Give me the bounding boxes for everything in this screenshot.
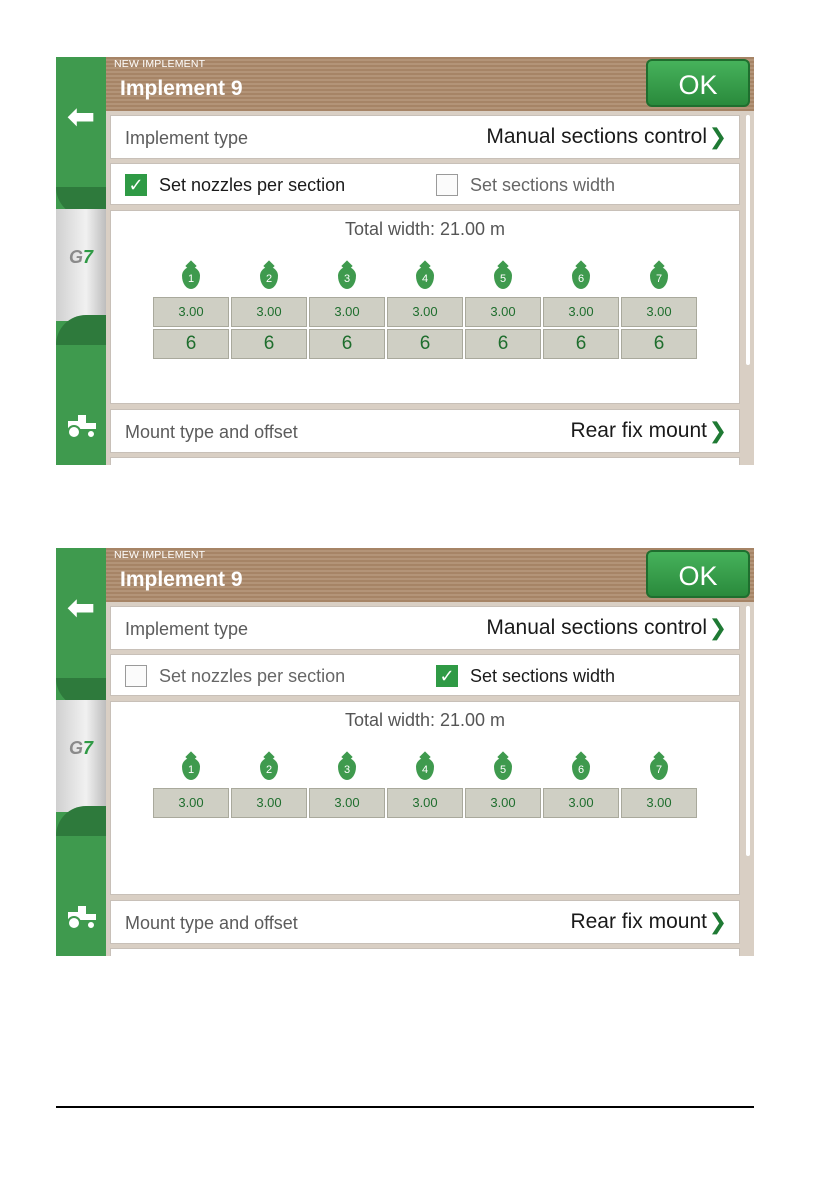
screenshot-1 (56, 57, 754, 465)
section-nozzles-field[interactable]: 6 (543, 329, 619, 359)
section-number: 1 (187, 273, 195, 285)
left-rail (56, 57, 106, 465)
width-checkbox[interactable]: ✓ (436, 665, 458, 687)
implement-type-row[interactable] (110, 115, 740, 159)
nozzle-drop-icon (338, 267, 356, 289)
nozzles-checkbox[interactable]: ✓ (125, 174, 147, 196)
screenshot-2 (56, 548, 754, 956)
section-number: 2 (265, 764, 273, 776)
nozzle-drop-icon (494, 267, 512, 289)
section-width-field[interactable]: 3.00 (153, 297, 229, 327)
implement-type-label: Implement type (125, 619, 249, 639)
nozzle-drop-icon (260, 267, 278, 289)
mount-type-label: Mount type and offset (125, 422, 298, 442)
nozzle-drop-icon (494, 758, 512, 780)
mount-type-row[interactable] (110, 409, 740, 453)
section-nozzles-field[interactable]: 6 (465, 329, 541, 359)
section-width-field[interactable]: 3.00 (543, 788, 619, 818)
section-number: 3 (343, 273, 351, 285)
mount-type-value: Rear fix mount (570, 419, 707, 442)
chevron-right-icon: ❯ (708, 418, 727, 443)
section-width-field[interactable]: 3.00 (387, 297, 463, 327)
nozzle-drop-icon (572, 267, 590, 289)
sections-panel (110, 701, 740, 895)
header-subtitle: NEW IMPLEMENT (114, 58, 206, 70)
section-number: 4 (421, 764, 429, 776)
nozzle-drop-icon (338, 758, 356, 780)
implement-type-value: Manual sections control (486, 616, 707, 639)
nozzle-drop-icon (650, 267, 668, 289)
back-arrow-icon[interactable]: ⬅ (66, 98, 96, 136)
left-rail (56, 548, 106, 956)
section-width-field[interactable]: 3.00 (621, 297, 697, 327)
section-number: 7 (655, 764, 663, 776)
section-nozzles-field[interactable]: 6 (387, 329, 463, 359)
section-width-field[interactable]: 3.00 (309, 297, 385, 327)
section-options-row (110, 654, 740, 696)
ok-button[interactable]: OK (646, 59, 750, 107)
width-checkbox[interactable] (436, 174, 458, 196)
nozzle-drop-icon (416, 267, 434, 289)
page-title: Implement 9 (120, 77, 243, 100)
section-width-field[interactable]: 3.00 (465, 297, 541, 327)
chevron-right-icon: ❯ (708, 124, 727, 149)
section-number: 1 (187, 764, 195, 776)
section-number: 7 (655, 273, 663, 285)
tractor-icon[interactable] (56, 415, 106, 444)
mount-type-value: Rear fix mount (570, 910, 707, 933)
section-options-row (110, 163, 740, 205)
section-nozzles-field[interactable]: 6 (231, 329, 307, 359)
back-arrow-icon[interactable]: ⬅ (66, 589, 96, 627)
mount-type-row[interactable] (110, 900, 740, 944)
ok-button[interactable]: OK (646, 550, 750, 598)
nozzle-drop-icon (182, 267, 200, 289)
header-bar (106, 548, 754, 602)
section-width-field[interactable]: 3.00 (309, 788, 385, 818)
nozzles-checkbox[interactable] (125, 665, 147, 687)
section-width-field[interactable]: 3.00 (231, 788, 307, 818)
sections-panel (110, 210, 740, 404)
section-number: 5 (499, 273, 507, 285)
nozzle-drop-icon (572, 758, 590, 780)
implement-type-row[interactable] (110, 606, 740, 650)
section-width-field[interactable]: 3.00 (465, 788, 541, 818)
implement-type-value: Manual sections control (486, 125, 707, 148)
section-width-field[interactable]: 3.00 (387, 788, 463, 818)
nozzles-option-label[interactable]: Set nozzles per section (159, 175, 346, 195)
tractor-icon[interactable] (56, 906, 106, 935)
width-option-label[interactable]: Set sections width (470, 175, 616, 195)
g7-logo-icon[interactable]: G7 (68, 738, 94, 758)
header-subtitle: NEW IMPLEMENT (114, 549, 206, 561)
nozzle-drop-icon (650, 758, 668, 780)
total-width: Total width: 21.00 m (344, 710, 506, 730)
nozzles-option-label[interactable]: Set nozzles per section (159, 666, 346, 686)
chevron-right-icon: ❯ (708, 615, 727, 640)
header-bar (106, 57, 754, 111)
section-nozzles-field[interactable]: 6 (621, 329, 697, 359)
implement-type-label: Implement type (125, 128, 249, 148)
page-title: Implement 9 (120, 568, 243, 591)
section-number: 6 (577, 273, 585, 285)
section-nozzles-field[interactable]: 6 (309, 329, 385, 359)
next-row (110, 948, 740, 956)
section-number: 2 (265, 273, 273, 285)
section-width-field[interactable]: 3.00 (153, 788, 229, 818)
width-option-label[interactable]: Set sections width (470, 666, 616, 686)
g7-logo-icon[interactable]: G7 (68, 247, 94, 267)
scrollbar[interactable] (746, 115, 750, 365)
scrollbar[interactable] (746, 606, 750, 856)
section-number: 3 (343, 764, 351, 776)
next-row (110, 457, 740, 465)
section-nozzles-field[interactable]: 6 (153, 329, 229, 359)
section-number: 5 (499, 764, 507, 776)
nozzle-drop-icon (182, 758, 200, 780)
section-width-field[interactable]: 3.00 (231, 297, 307, 327)
mount-type-label: Mount type and offset (125, 913, 298, 933)
footer-rule (56, 1106, 754, 1108)
chevron-right-icon: ❯ (708, 909, 727, 934)
nozzle-drop-icon (416, 758, 434, 780)
nozzle-drop-icon (260, 758, 278, 780)
section-number: 6 (577, 764, 585, 776)
section-number: 4 (421, 273, 429, 285)
section-width-field[interactable]: 3.00 (621, 788, 697, 818)
section-width-field[interactable]: 3.00 (543, 297, 619, 327)
total-width: Total width: 21.00 m (344, 219, 506, 239)
